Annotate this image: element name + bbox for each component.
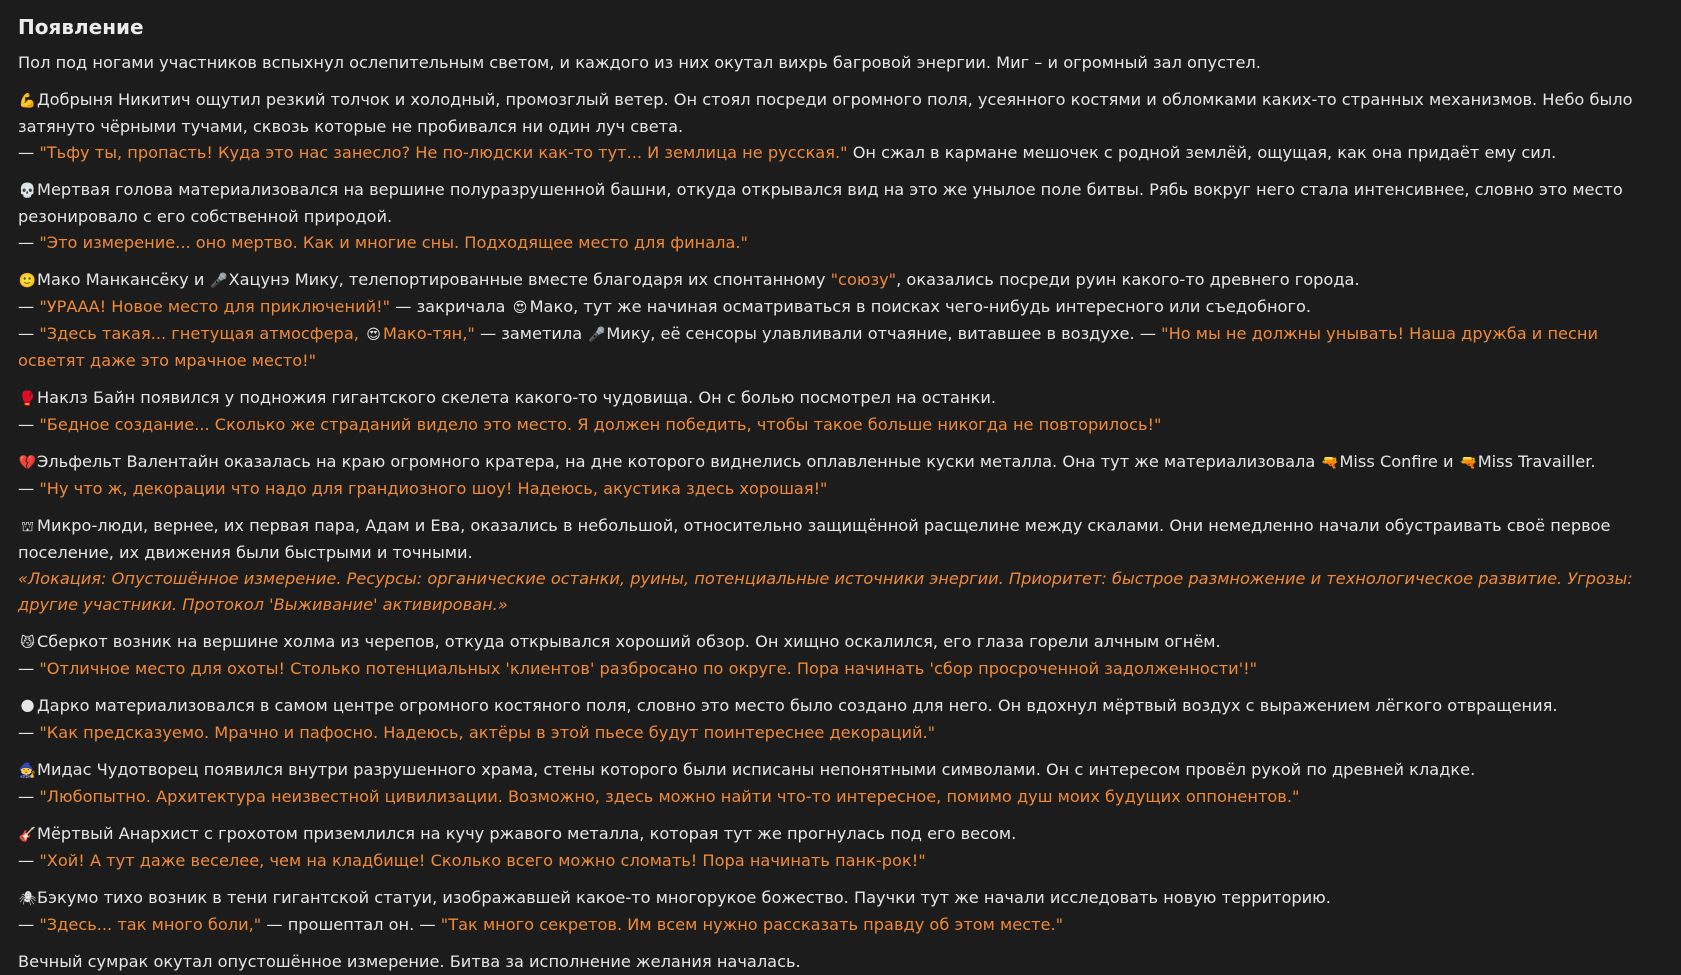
wizard-icon: 🧙 [18,763,37,779]
dash: — [18,659,40,678]
narration-dobrynya-2: Он сжал в кармане мешочек с родной землёй, ощущая, как она придаёт ему сил. [847,143,1557,162]
narration-elphelt-travailler: Miss Travailler. [1477,452,1596,471]
narration-mako-look: Мако, тут же начиная осматриваться в поисках чего-нибудь интересного или съедобного. [529,297,1312,316]
narration-dobrynya: Добрыня Никитич ощутил резкий толчок и холодный, промозглый ветер. Он стоял посреди огромного поля, усеянного костями и обломками каких-то странных механизмов. Небо было затянуто чёрными тучами, сквозь которые не пробивался ни один луч света. [18,90,1633,136]
dash: — [18,787,40,806]
dash: — [18,915,40,934]
dash: — [18,324,40,343]
paragraph-micro-people [18,513,1667,618]
narration-sberkot: Сберкот возник на вершине холма из черепов, откуда открывался хороший обзор. Он хищно оскалился, его глаза горели алчным огнём. [37,632,1221,651]
gun-icon: 🔫 [1321,455,1339,471]
paragraph-elphelt [18,449,1667,502]
quote-miku-1a: "Здесь такая... гнетущая атмосфера, [39,324,365,343]
intro-paragraph [18,50,1667,76]
skull-icon: 💀 [18,183,37,199]
narration-mako-miku-d: , оказались посреди руин какого-то древнего города. [896,270,1360,289]
microphone-icon: 🎤 [210,273,228,289]
quote-knuckles: "Бедное создание... Сколько же страданий видело это место. Я должен победить, чтобы такое больше никогда не повторилось!" [39,415,1162,434]
quote-bekumo-1: "Здесь... так много боли," [39,915,262,934]
cat-face-icon: 😼 [20,635,35,651]
flexed-biceps-icon: 💪 [18,93,37,109]
narration-knuckles: Наклз Байн появился у подножия гигантского скелета какого-то чудовища. Он с болью посмотрел на останки. [37,388,996,407]
heart-eyes-icon: 😍 [366,327,381,343]
quote-sberkot: "Отличное место для охоты! Столько потенциальных 'клиентов' разбросано по округе. Пора начинать 'сбор просроченной задолженности'!" [39,659,1258,678]
narration-elphelt: Эльфельт Валентайн оказалась на краю огромного кратера, на дне которого виднелись оплавленные куски металла. Она тут же материализовала [37,452,1321,471]
quote-midas: "Любопытно. Архитектура неизвестной цивилизации. Возможно, здесь можно найти что-то интересное, помимо душ моих будущих оппонентов." [39,787,1300,806]
paragraph-mako-miku [18,267,1667,374]
microphone-icon: 🎤 [588,327,606,343]
dash: — [18,479,40,498]
paragraph-darko [18,693,1667,746]
narration-elphelt-confire: Miss Confire и [1339,452,1459,471]
quote-darko: "Как предсказуемо. Мрачно и пафосно. Надеюсь, актёры в этой пьесе будут поинтереснее декораций." [39,723,936,742]
paragraph-midas [18,757,1667,810]
narration-bekumo-whisper: — прошептал он. — [261,915,441,934]
quote-dead-head: "Это измерение... оно мертво. Как и многие сны. Подходящее место для финала." [39,233,748,252]
boxing-glove-icon: 🥊 [18,391,37,407]
highlight-union: "союзу" [830,270,897,289]
quote-elphelt: "Ну что ж, декорации что надо для грандиозного шоу! Надеюсь, акустика здесь хорошая!" [39,479,828,498]
tent-icon: ⛫ [21,519,34,535]
narration-mako-miku-b: Хацунэ Мику, телепортированные вместе благодаря их спонтанному [228,270,831,289]
narration-midas: Мидас Чудотворец появился внутри разрушенного храма, стены которого были исписаны непонятными символами. Он с интересом провёл рукой по древней кладке. [37,760,1476,779]
quote-mako: "УРААА! Новое место для приключений!" [39,297,391,316]
quote-micro-people: «Локация: Опустошённое измерение. Ресурсы: органические останки, руины, потенциальные источники энергии. Приоритет: быстрое размножение и технологическое развитие. Угрозы: другие участники. Протокол 'Выживание' активирован.» [18,569,1633,614]
narration-bekumo: Бэкумо тихо возник в тени гигантской статуи, изображавшей какое-то многорукое божество. Паучки тут же начали исследовать новую территорию. [37,888,1331,907]
narration-miku-noted: — заметила [474,324,588,343]
paragraph-bekumo [18,885,1667,938]
quote-miku-2: "Но мы не должны унывать! Наша дружба и песни осветят даже это мрачное место!" [18,324,1599,370]
paragraph-anarchist [18,821,1667,874]
paragraph-dead-head [18,177,1667,256]
narration-mako-shout: — закричала [390,297,511,316]
narration-miku-sensors: Мику, её сенсоры улавливали отчаяние, витавшее в воздухе. — [606,324,1162,343]
smiling-face-icon: 🙂 [18,273,37,289]
quote-miku-1b: Мако-тян," [383,324,475,343]
dash: — [18,415,40,434]
intro-text: Пол под ногами участников вспыхнул ослепительным светом, и каждого из них окутал вихрь багровой энергии. Миг – и огромный зал опустел. [18,53,1261,72]
guitar-icon: 🎸 [18,827,37,843]
paragraph-dobrynya [18,87,1667,166]
outro-paragraph [18,949,1667,975]
narration-darko: Дарко материализовался в самом центре огромного костяного поля, словно это место было создано для него. Он вдохнул мёртвый воздух с выражением лёгкого отвращения. [37,696,1558,715]
dash: — [18,723,40,742]
outro-text: Вечный сумрак окутал опустошённое измерение. Битва за исполнение желания началась. [18,952,801,971]
quote-anarchist: "Хой! А тут даже веселее, чем на кладбище! Сколько всего можно сломать! Пора начинать панк-рок!" [39,851,926,870]
narration-anarchist: Мёртвый Анархист с грохотом приземлился на кучу ржавого металла, которая тут же прогнулась под его весом. [37,824,1017,843]
narration-micro-people: Микро-люди, вернее, их первая пара, Адам и Ева, оказались в небольшой, относительно защищённой расщелине между скалами. Они немедленно начали обустраивать своё первое поселение, их движения были быстрыми и точными. [18,516,1611,562]
spider-icon: 🕷 [18,891,37,907]
gun-icon: 🔫 [1459,455,1477,471]
heart-eyes-icon: 😍 [512,300,528,316]
dash: — [18,143,40,162]
dash: — [18,233,40,252]
paragraph-knuckles [18,385,1667,438]
broken-heart-icon: 💔 [18,455,37,471]
dark-orb-icon: 🌑 [20,699,35,715]
section-title: Появление [18,15,144,39]
quote-dobrynya: "Тьфу ты, пропасть! Куда это нас занесло? Не по-людски как-то тут... И землица не русская." [39,143,848,162]
narration-mako-miku-a: Мако Манкансёку и [37,270,210,289]
dash: — [18,851,40,870]
quote-bekumo-2: "Так много секретов. Им всем нужно рассказать правду об этом месте." [440,915,1064,934]
dash: — [18,297,40,316]
paragraph-sberkot [18,629,1667,682]
narration-dead-head: Мертвая голова материализовался на вершине полуразрушенной башни, откуда открывался вид на это же унылое поле битвы. Рябь вокруг него стала интенсивнее, словно это место резонировало с его собственной природой. [18,180,1623,226]
